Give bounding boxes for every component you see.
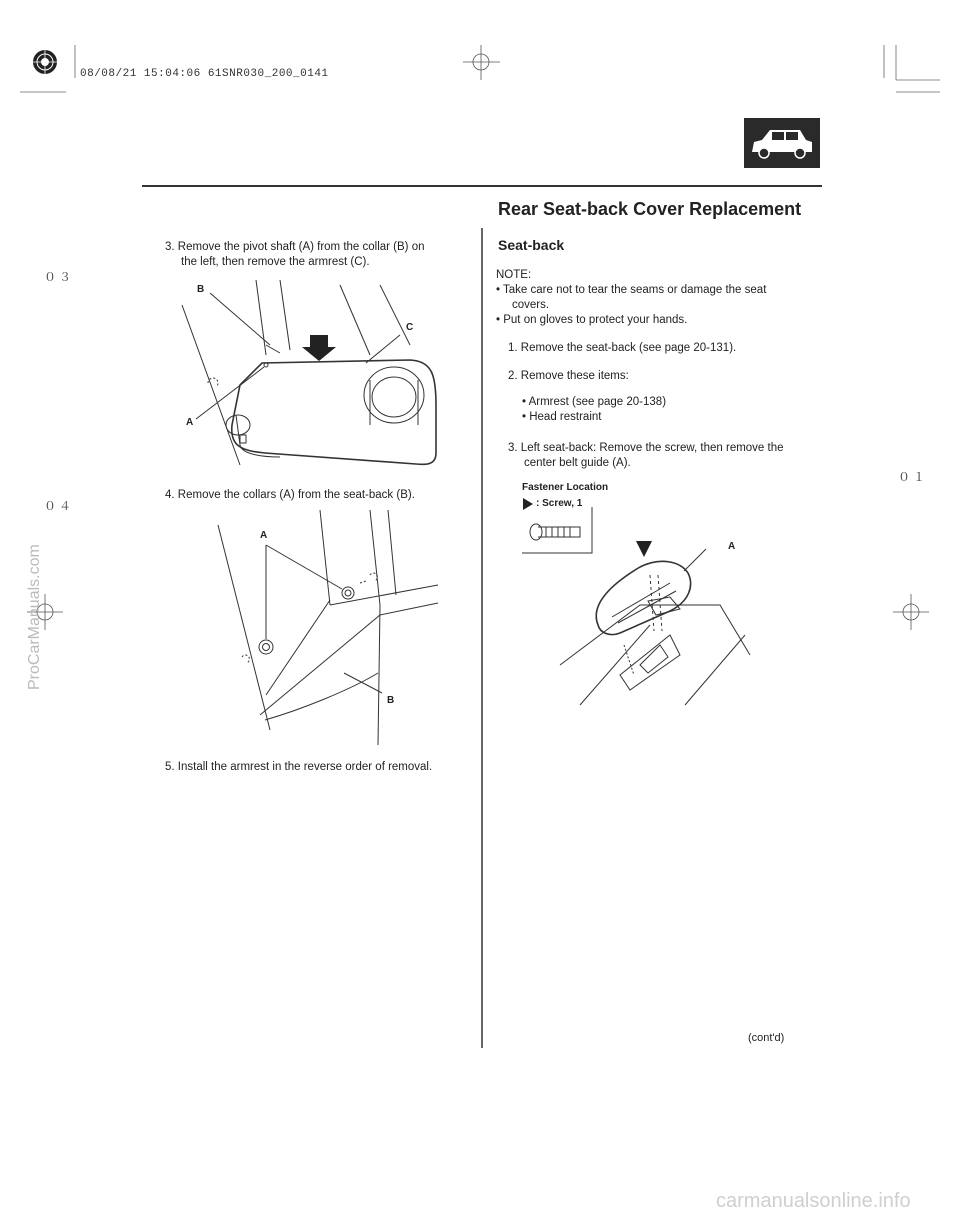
margin-mark-right: ０１ bbox=[898, 471, 929, 485]
figure-collars bbox=[210, 505, 450, 745]
left-step-4 bbox=[165, 488, 475, 503]
step-number: 4. bbox=[165, 489, 175, 501]
figure-belt-guide bbox=[520, 505, 770, 715]
fig1-label-a: A bbox=[186, 417, 194, 428]
crosshair-right-icon bbox=[893, 594, 929, 630]
step-number: 2. bbox=[508, 370, 518, 382]
print-stamp: 08/08/21 15:04:06 61SNR030_200_0141 bbox=[80, 68, 329, 80]
margin-mark-top-left: ０３ bbox=[44, 271, 75, 285]
registration-mark-icon bbox=[28, 45, 62, 79]
step-text: Left seat-back: Remove the screw, then remove the bbox=[520, 442, 784, 454]
sub-item: • Armrest (see page 20-138) bbox=[522, 396, 667, 408]
step-number: 3. bbox=[508, 442, 518, 454]
footer-watermark: carmanualsonline.info bbox=[716, 1190, 911, 1212]
step-text: Install the armrest in the reverse order of removal. bbox=[177, 761, 433, 773]
subsection-title: Seat-back bbox=[498, 237, 565, 253]
step-text-cont: center belt guide (A). bbox=[524, 457, 631, 469]
step-text: Remove the seat-back (see page 20-131). bbox=[520, 342, 737, 354]
step-text: Remove the collars (A) from the seat-back (B). bbox=[177, 489, 415, 501]
step-number: 5. bbox=[165, 761, 175, 773]
car-body-icon bbox=[744, 118, 820, 168]
screw-label: : Screw, 1 bbox=[536, 498, 583, 509]
note-heading: NOTE: bbox=[496, 269, 532, 281]
fig3-label-a: A bbox=[728, 541, 736, 552]
section-title: Rear Seat-back Cover Replacement bbox=[498, 199, 802, 219]
step-text-cont: the left, then remove the armrest (C). bbox=[181, 256, 370, 268]
sub-item: • Head restraint bbox=[522, 411, 602, 423]
step-text: Remove these items: bbox=[520, 370, 629, 382]
right-step-2 bbox=[508, 369, 818, 425]
left-step-5 bbox=[165, 760, 475, 775]
fig1-label-b: B bbox=[197, 284, 205, 295]
side-watermark: ProCarManuals.com bbox=[26, 544, 43, 690]
fig2-label-b: B bbox=[387, 695, 395, 706]
note-block bbox=[496, 268, 816, 328]
note-item-cont: covers. bbox=[512, 299, 550, 311]
figure-armrest bbox=[170, 275, 470, 475]
continued-label: (cont'd) bbox=[748, 1032, 785, 1044]
left-step-3 bbox=[165, 240, 475, 270]
right-step-3 bbox=[508, 441, 818, 471]
fig2-label-a: A bbox=[260, 530, 268, 541]
right-step-1 bbox=[508, 341, 818, 356]
crosshair-top-icon bbox=[463, 45, 500, 80]
note-item: • Take care not to tear the seams or damage the seat bbox=[496, 284, 767, 296]
margin-mark-bottom-left: ０４ bbox=[44, 500, 75, 514]
step-text: Remove the pivot shaft (A) from the collar (B) on bbox=[177, 241, 425, 253]
fig1-label-c: C bbox=[406, 322, 414, 333]
note-item: • Put on gloves to protect your hands. bbox=[496, 314, 688, 326]
step-number: 3. bbox=[165, 241, 175, 253]
step-number: 1. bbox=[508, 342, 518, 354]
fastener-heading: Fastener Location bbox=[522, 482, 609, 493]
